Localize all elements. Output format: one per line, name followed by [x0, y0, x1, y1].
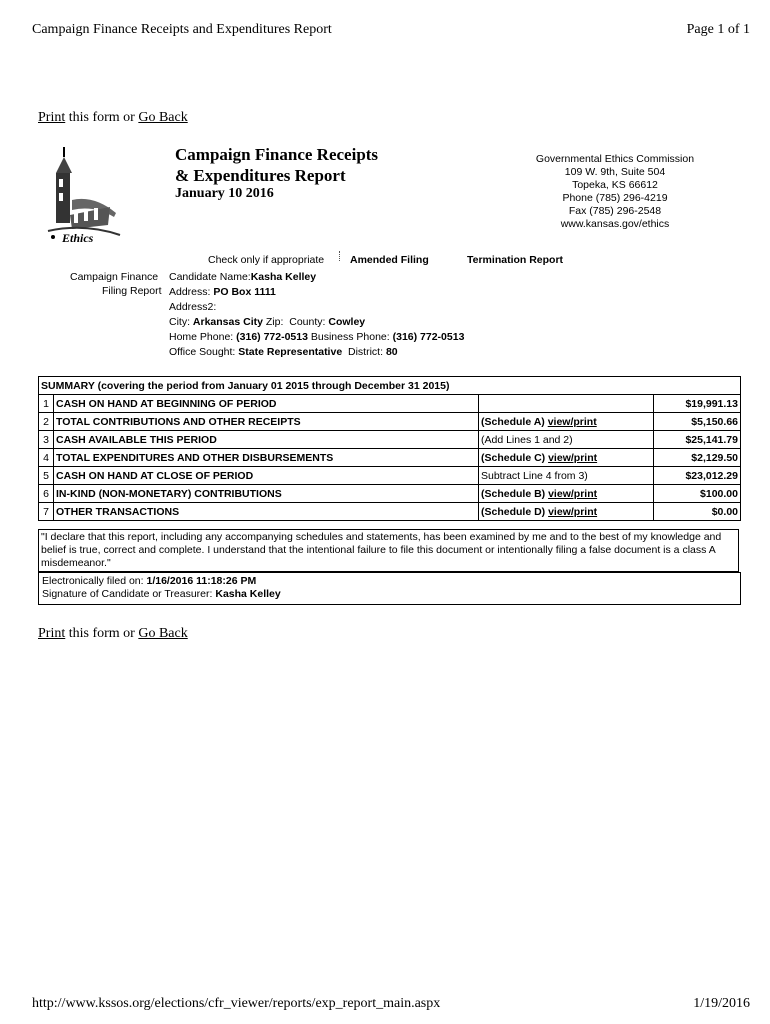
business-phone-value: (316) 772-0513 [392, 331, 465, 343]
home-phone-value: (316) 772-0513 [236, 331, 308, 343]
schedule-label: (Add Lines 1 and 2) [481, 433, 573, 446]
nav-separator-text-bottom: this form or [65, 626, 139, 641]
view-print-link[interactable]: view/print [548, 451, 598, 464]
office-sought-label: Office Sought: [169, 346, 236, 358]
summary-line-number: 3 [39, 431, 54, 449]
commission-address-block [520, 153, 710, 231]
summary-line-schedule [479, 395, 654, 413]
summary-line-number: 5 [39, 467, 54, 485]
city-value: Arkansas City [192, 316, 263, 328]
filing-label-line1: Campaign Finance [70, 271, 159, 283]
address-value: PO Box 1111 [213, 286, 276, 298]
print-link[interactable]: Print [38, 110, 66, 125]
summary-line-amount: $25,141.79 [654, 431, 741, 449]
schedule-label: (Schedule D) [481, 505, 549, 518]
check-label: Check only if appropriate [208, 254, 325, 266]
go-back-link[interactable]: Go Back [138, 110, 188, 125]
phone-row [169, 330, 464, 345]
summary-line-amount: $5,150.66 [654, 413, 741, 431]
schedule-label: (Schedule A) [481, 415, 548, 428]
summary-line-number: 4 [39, 449, 54, 467]
summary-heading-row [39, 377, 741, 395]
commission-city: Topeka, KS 66612 [572, 179, 658, 191]
county-value: Cowley [328, 316, 366, 328]
summary-row [39, 485, 741, 503]
district-label: District: [348, 346, 384, 358]
commission-phone: Phone (785) 296-4219 [562, 192, 668, 204]
candidate-info [169, 270, 464, 360]
summary-row [39, 449, 741, 467]
summary-line-description: OTHER TRANSACTIONS [54, 503, 479, 521]
summary-body [39, 395, 741, 521]
summary-line-description: CASH AVAILABLE THIS PERIOD [54, 431, 479, 449]
view-print-link[interactable]: view/print [547, 415, 597, 428]
commission-website: www.kansas.gov/ethics [560, 218, 670, 230]
filed-on-label: Electronically filed on: [42, 575, 144, 587]
report-date: January 10 2016 [175, 186, 274, 201]
address2-label: Address2: [169, 301, 217, 313]
business-phone-label: Business Phone: [310, 331, 390, 343]
efile-info [38, 572, 741, 605]
go-back-link-bottom[interactable]: Go Back [138, 626, 188, 641]
signature-value: Kasha Kelley [215, 588, 281, 600]
summary-line-description: TOTAL EXPENDITURES AND OTHER DISBURSEMENTS [54, 449, 479, 467]
city-label: City: [169, 316, 190, 328]
summary-line-schedule [479, 485, 654, 503]
ethics-seal-logo [44, 145, 124, 245]
summary-line-schedule [479, 431, 654, 449]
nav-links-top [38, 110, 188, 126]
summary-row [39, 413, 741, 431]
summary-line-description: CASH ON HAND AT BEGINNING OF PERIOD [54, 395, 479, 413]
county-label: County: [289, 316, 326, 328]
filing-label-line2: Filing Report [102, 285, 162, 297]
amended-checkbox[interactable] [339, 251, 341, 261]
address2-row [169, 300, 464, 315]
office-row [169, 345, 464, 360]
schedule-label: Subtract Line 4 from 3) [481, 469, 588, 482]
report-title-line2: & Expenditures Report [175, 166, 346, 185]
summary-line-description: IN-KIND (NON-MONETARY) CONTRIBUTIONS [54, 485, 479, 503]
district-value: 80 [385, 346, 398, 358]
svg-text:Ethics: Ethics [62, 231, 94, 245]
summary-line-description: CASH ON HAND AT CLOSE OF PERIOD [54, 467, 479, 485]
signature-label: Signature of Candidate or Treasurer: [42, 588, 213, 600]
summary-table [38, 376, 741, 521]
amended-filing-label: Amended Filing [350, 254, 429, 266]
commission-name: Governmental Ethics Commission [535, 153, 695, 165]
page-header-title: Campaign Finance Receipts and Expenditures Report [32, 22, 332, 37]
print-link-bottom[interactable]: Print [38, 626, 66, 641]
footer-url: http://www.kssos.org/elections/cfr_viewer/reports/exp_report_main.aspx [32, 996, 441, 1011]
commission-fax: Fax (785) 296-2548 [568, 205, 662, 217]
home-phone-label: Home Phone: [169, 331, 234, 343]
summary-row [39, 503, 741, 521]
summary-heading: SUMMARY (covering the period from January 01 2015 through December 31 2015) [39, 377, 741, 395]
commission-street: 109 W. 9th, Suite 504 [564, 166, 666, 178]
summary-line-number: 7 [39, 503, 54, 521]
schedule-label: (Schedule B) [481, 487, 549, 500]
candidate-name-row [169, 270, 464, 285]
summary-line-schedule [479, 413, 654, 431]
summary-line-amount: $0.00 [654, 503, 741, 521]
summary-row [39, 431, 741, 449]
termination-report-label: Termination Report [467, 254, 564, 266]
summary-line-schedule [479, 449, 654, 467]
summary-row [39, 395, 741, 413]
summary-line-description: TOTAL CONTRIBUTIONS AND OTHER RECEIPTS [54, 413, 479, 431]
signature-row [42, 588, 737, 601]
page-number: Page 1 of 1 [686, 22, 750, 37]
summary-line-amount: $100.00 [654, 485, 741, 503]
schedule-label: (Schedule C) [481, 451, 549, 464]
summary-line-schedule [479, 467, 654, 485]
nav-separator-text: this form or [65, 110, 139, 125]
view-print-link[interactable]: view/print [548, 505, 598, 518]
address-label: Address: [169, 286, 211, 298]
city-row [169, 315, 464, 330]
summary-line-number: 6 [39, 485, 54, 503]
report-title-line1: Campaign Finance Receipts [175, 145, 379, 164]
view-print-link[interactable]: view/print [548, 487, 598, 500]
summary-line-number: 1 [39, 395, 54, 413]
summary-line-amount: $2,129.50 [654, 449, 741, 467]
filed-on-value: 1/16/2016 11:18:26 PM [146, 575, 257, 587]
candidate-name: Kasha Kelley [250, 271, 317, 283]
summary-row [39, 467, 741, 485]
filed-on-row [42, 575, 737, 588]
candidate-name-label: Candidate Name: [169, 271, 251, 283]
summary-line-amount: $19,991.13 [654, 395, 741, 413]
summary-line-number: 2 [39, 413, 54, 431]
declaration-text: "I declare that this report, including any accompanying schedules and statements, has been examined by me and to the best of my knowledge and belief is true, correct and complete. I understand that the intentional failure to file this document or intentionally filing a false document is a class A misdemeanor." [38, 529, 739, 572]
zip-label: Zip: [265, 316, 284, 328]
nav-links-bottom [38, 626, 188, 642]
footer-date: 1/19/2016 [693, 996, 750, 1011]
summary-line-schedule [479, 503, 654, 521]
address-row [169, 285, 464, 300]
office-sought-value: State Representative [238, 346, 343, 358]
summary-line-amount: $23,012.29 [654, 467, 741, 485]
